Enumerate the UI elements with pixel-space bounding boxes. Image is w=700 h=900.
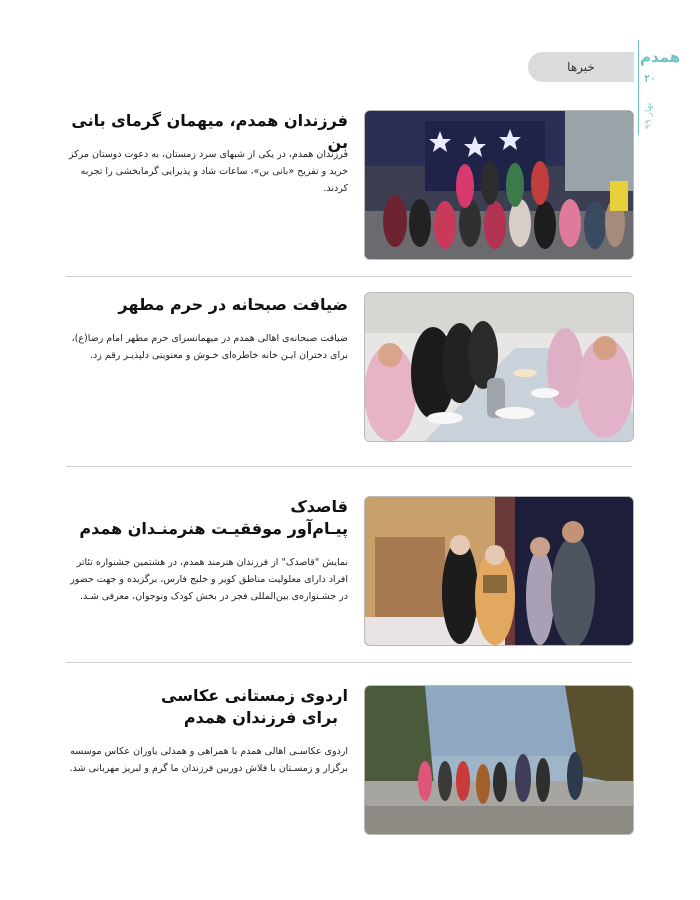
section-label: خبرها	[567, 60, 595, 74]
issue-label: بهار ۹۹	[644, 102, 654, 130]
news-title-line: برای فرزندان همدم	[183, 708, 338, 727]
divider	[66, 662, 632, 663]
news-body: فرزندان همدم، در یکی از شبهای سرد زمستان، به دعوت دوستان مرکز خرید و تفریح «بانی بن»، ساعات شاد و پذیرایی گرمابخشی را تجربه کردند.	[68, 149, 348, 194]
divider	[66, 276, 632, 277]
news-item-breakfast	[66, 292, 632, 442]
news-photo-breakfast	[364, 292, 634, 442]
news-title	[66, 294, 348, 316]
news-title	[66, 496, 348, 540]
news-item-photography	[66, 685, 632, 835]
news-item-ghasedak	[66, 496, 632, 646]
news-title-line: پیـام‌آور موفقیـت هنرمنـدان همدم	[79, 519, 348, 538]
news-body: نمایش "قاصدک" از فرزندان هنرمند همدم، در هشتمین جشنواره تئاتر افراد دارای معلولیت مناطق کویر و خلیج فارس، برگزیده و جهت حضور در جشـنواره‌ی بین‌المللی فجر در بخش کودک ونوجوان، معرفی شـد.	[70, 557, 348, 602]
news-photo-winter-trip	[364, 685, 634, 835]
news-title-line: اردوی زمستانی عکاسی	[161, 686, 348, 705]
magazine-logo: همدم	[640, 48, 681, 66]
divider	[66, 466, 632, 467]
news-body: ضیافت صبحانه‌ی اهالی همدم در میهمانسرای حرم مطهر امام رضا(ع)، برای دختران ایـن خانه خاطره‌ای خـوش و معنویتی دلپذیـر رقم زد.	[71, 333, 348, 361]
page-number: ۲۰	[644, 72, 656, 85]
margin-rule	[638, 40, 639, 135]
news-photo-award	[364, 496, 634, 646]
news-title-line: قاصدک	[290, 497, 348, 516]
section-tab	[528, 52, 634, 82]
news-title-line: ضیافت صبحانه در حرم مطهر	[118, 295, 348, 314]
news-title-line: فرزندان همدم، میهمان گرمای بانی بن	[71, 111, 348, 152]
news-title	[66, 685, 348, 729]
news-body: اردوی عکاسـی اهالی همدم با همراهی و همدلی یاوران عکاس موسسه برگزار و زمسـتان با فلاش دوربین فرزندان ما گرم و لبریز مهربانی شد.	[69, 746, 348, 774]
news-photo-group-event	[364, 110, 634, 260]
news-item-bonibon	[66, 110, 632, 260]
